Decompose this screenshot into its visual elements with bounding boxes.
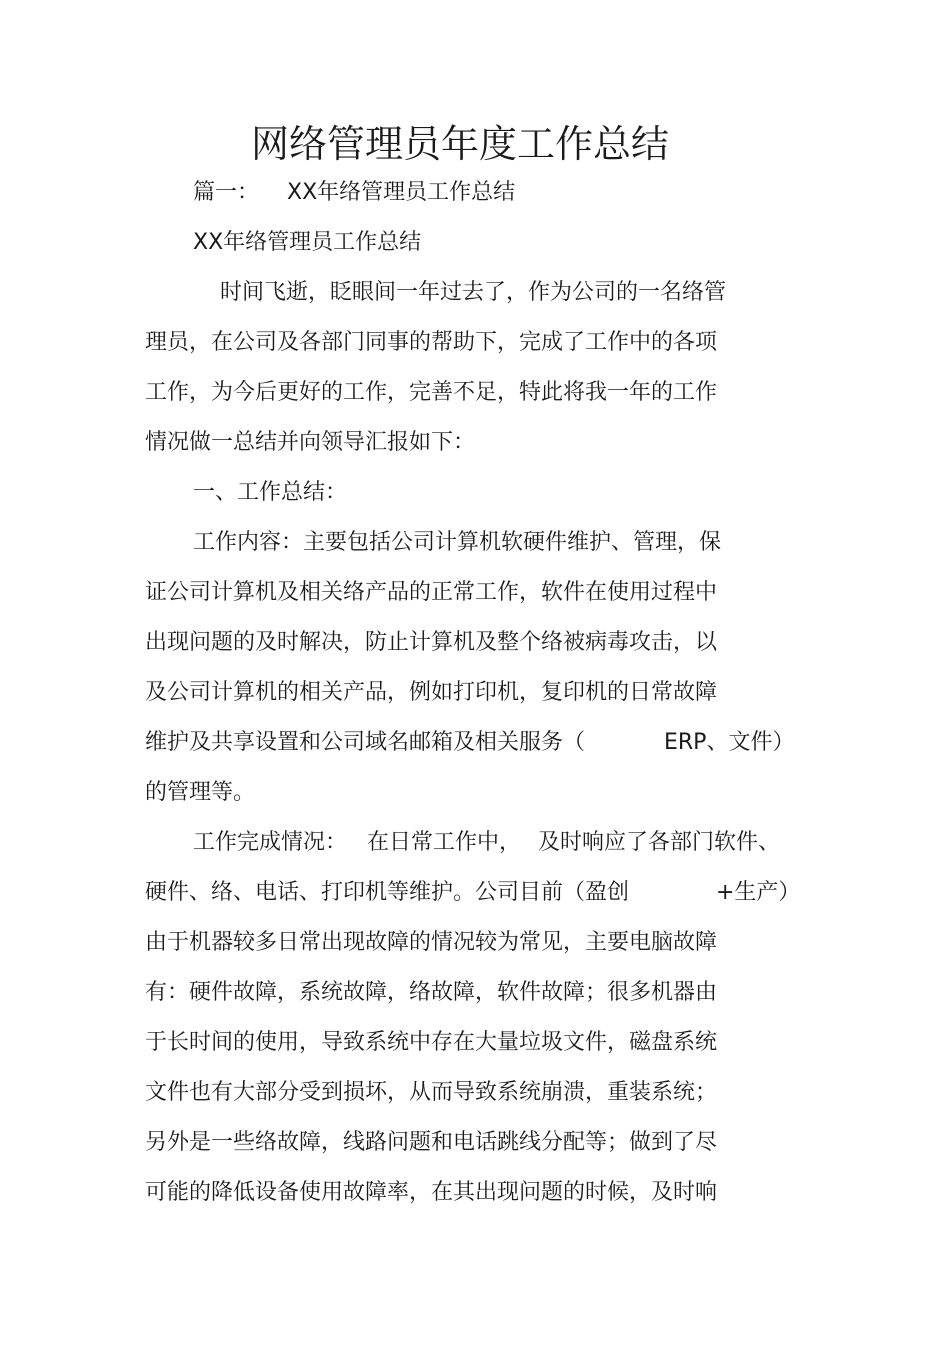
paragraph-line: 另外是一些络故障，线路问题和电话跳线分配等；做到了尽 xyxy=(145,1130,718,1155)
paragraph-line-fragment: +生产） xyxy=(716,880,801,905)
paragraph-line: 有：硬件故障，系统故障，络故障，软件故障；很多机器由 xyxy=(145,980,718,1005)
paragraph-line: 及公司计算机的相关产品，例如打印机，复印机的日常故障 xyxy=(145,680,718,705)
document-title: 网络管理员年度工作总结 xyxy=(250,122,669,166)
subtitle-line xyxy=(193,178,515,208)
paragraph-line: 情况做一总结并向领导汇报如下： xyxy=(145,430,476,455)
paragraph-line-fragment: 及时响应了各部门软件、 xyxy=(538,830,781,855)
section-heading: XX年络管理员工作总结 xyxy=(193,230,422,255)
paragraph-line: 出现问题的及时解决，防止计算机及整个络被病毒攻击，以 xyxy=(145,630,718,655)
paragraph-line: 时间飞逝，眨眼间一年过去了，作为公司的一名络管 xyxy=(220,280,727,305)
paragraph-line: 于长时间的使用，导致系统中存在大量垃圾文件，磁盘系统 xyxy=(145,1030,718,1055)
paragraph-line: 由于机器较多日常出现故障的情况较为常见，主要电脑故障 xyxy=(145,930,718,955)
subtitle-part-label: 篇一： xyxy=(193,180,260,205)
paragraph-line-fragment: 工作完成情况： xyxy=(193,830,348,855)
paragraph-line: 理员，在公司及各部门同事的帮助下，完成了工作中的各项 xyxy=(145,330,718,355)
paragraph-line-fragment: 硬件、络、电话、打印机等维护。公司目前（盈创 xyxy=(145,880,630,905)
paragraph-line: 可能的降低设备使用故障率，在其出现问题的时候，及时响 xyxy=(145,1180,718,1205)
paragraph-line: 维护及共享设置和公司域名邮箱及相关服务（ xyxy=(145,730,586,755)
paragraph-line: 工作，为今后更好的工作，完善不足，特此将我一年的工作 xyxy=(145,380,718,405)
paragraph-line: 文件也有大部分受到损坏，从而导致系统崩溃，重装系统； xyxy=(145,1080,718,1105)
paragraph-line: 证公司计算机及相关络产品的正常工作，软件在使用过程中 xyxy=(145,580,718,605)
paragraph-line-fragment: 在日常工作中， xyxy=(367,830,522,855)
paragraph-line: 的管理等。 xyxy=(145,780,256,805)
subtitle-part-title: XX年络管理员工作总结 xyxy=(287,180,516,205)
paragraph-line-fragment: ERP、文件） xyxy=(664,730,795,755)
section-heading-summary: 一、工作总结： xyxy=(193,480,348,505)
paragraph-line: 工作内容：主要包括公司计算机软硬件维护、管理，保 xyxy=(193,530,722,555)
